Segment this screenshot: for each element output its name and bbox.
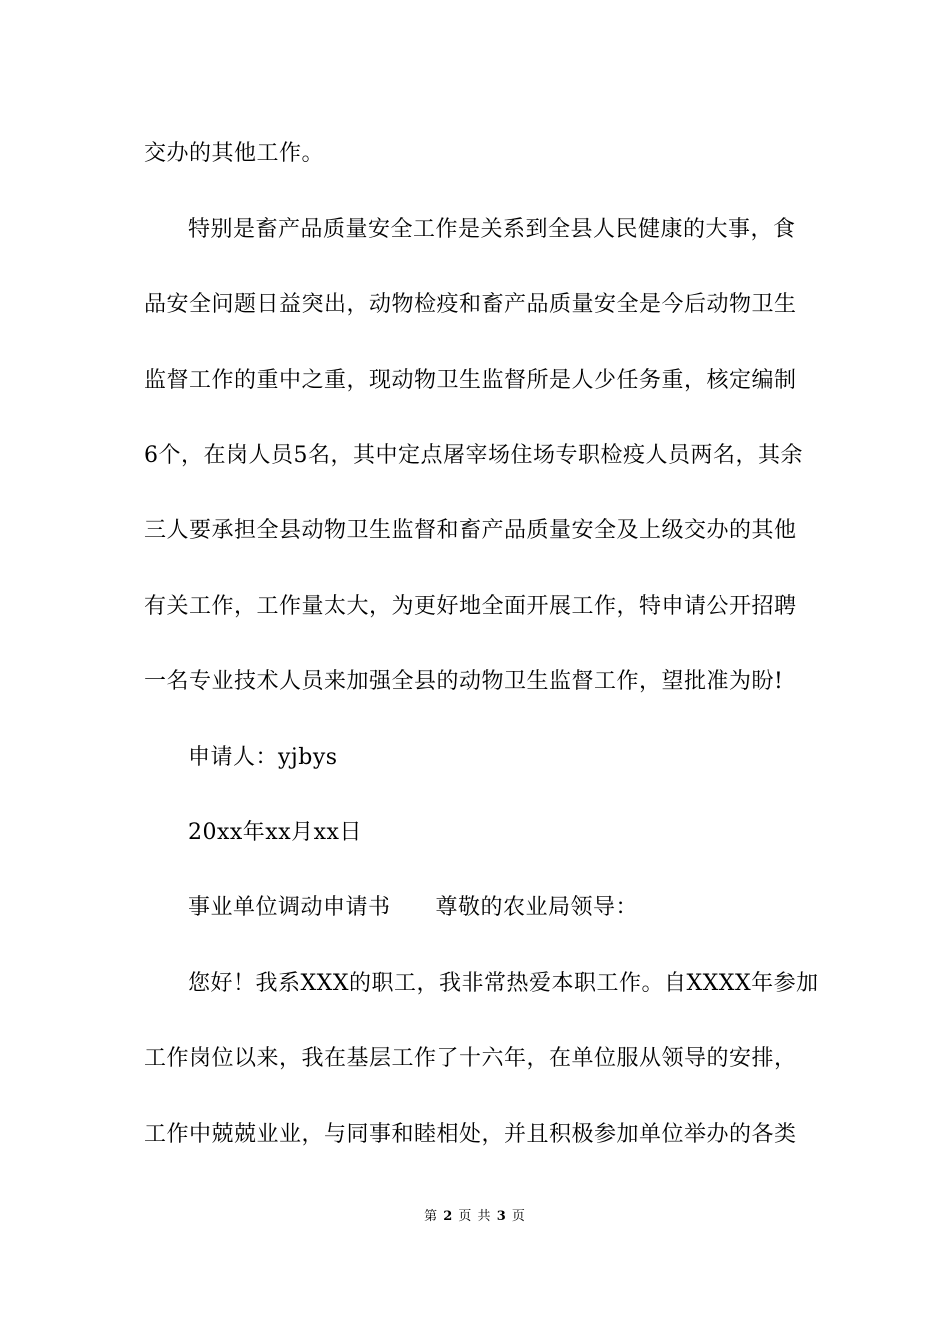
page-footer	[0, 1208, 950, 1226]
paragraph-line: 品安全问题日益突出，动物检疫和畜产品质量安全是今后动物卫生	[144, 292, 797, 317]
footer-suffix: 页	[511, 1209, 526, 1224]
paragraph-line: 监督工作的重中之重，现动物卫生监督所是人少任务重，核定编制	[144, 368, 797, 393]
paragraph-line: 6个，在岗人员5名，其中定点屠宰场住场专职检疫人员两名，其余	[144, 443, 803, 468]
paragraph-line: 交办的其他工作。	[144, 141, 325, 166]
paragraph-line: 工作中兢兢业业，与同事和睦相处，并且积极参加单位举办的各类	[144, 1122, 797, 1147]
paragraph-line: 工作岗位以来，我在基层工作了十六年，在单位服从领导的安排，	[144, 1046, 797, 1071]
paragraph-line: 有关工作，工作量太大，为更好地全面开展工作，特申请公开招聘	[144, 594, 797, 619]
paragraph-line: 三人要承担全县动物卫生监督和畜产品质量安全及上级交办的其他	[144, 518, 797, 543]
total-pages-number: 3	[496, 1209, 507, 1224]
current-page-number: 2	[443, 1209, 454, 1224]
paragraph-line: 特别是畜产品质量安全工作是关系到全县人民健康的大事，食	[188, 217, 796, 242]
title-salutation-line: 事业单位调动申请书 尊敬的农业局领导：	[188, 895, 639, 920]
date-line: 20xx年xx月xx日	[188, 820, 362, 845]
paragraph-line: 您好！我系XXX的职工，我非常热爱本职工作。自XXXX年参加	[188, 971, 819, 996]
footer-middle: 页 共	[458, 1209, 492, 1224]
paragraph-line: 一名专业技术人员来加强全县的动物卫生监督工作，望批准为盼!	[144, 669, 784, 694]
footer-prefix: 第	[424, 1209, 439, 1224]
applicant-line: 申请人：yjbys	[188, 745, 338, 770]
